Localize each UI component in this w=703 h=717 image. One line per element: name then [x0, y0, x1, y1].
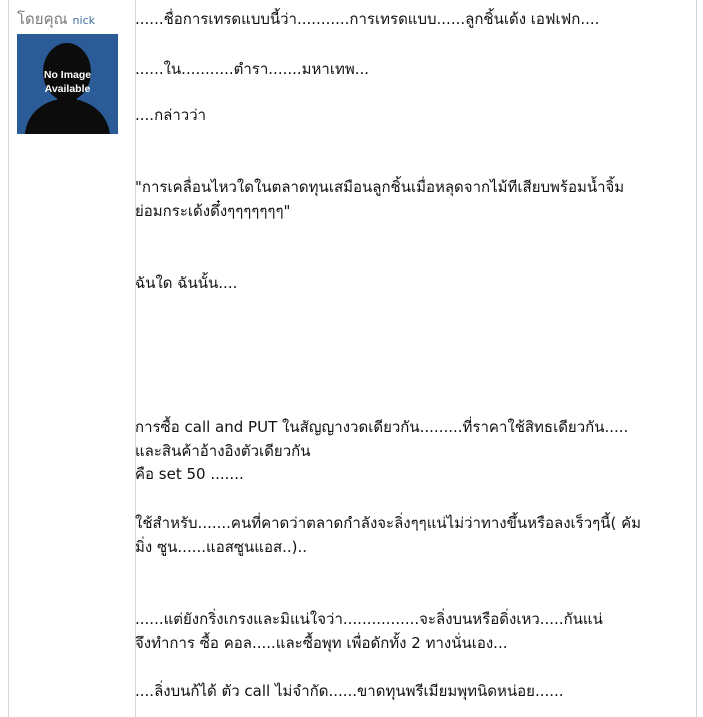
author-prefix: โดยคุณ: [17, 10, 68, 28]
post-paragraph: ....ลิ่งบนก้ได้ ตัว call ไม่จำกัด......ขาดทุนพรีเมียมพุทนิดหน่อย......: [135, 682, 564, 700]
author-column: [9, 0, 136, 717]
post-paragraph: คือ set 50 .......: [135, 465, 244, 483]
avatar-line-2: Available: [44, 83, 91, 95]
post-paragraph: ....กล่าวว่า: [135, 106, 207, 124]
avatar-line-1: No Image: [43, 69, 92, 81]
post-paragraph: การซื้อ call and PUT ในสัญญางวดเดียวกัน.........ที่ราคาใช้สิทธเดียวกัน.....: [135, 418, 629, 436]
post-paragraph: ใช้สำหรับ.......คนที่คาดว่าตลาดกำลังจะลิ่งๆๆแน่ไม่ว่าทางขึ้นหรือลงเร็วๆนี้( คัม: [135, 514, 642, 532]
post-paragraph: "การเคลื่อนไหวใดในตลาดทุนเสมือนลูกชิ้นเมื่อหลุดจากไม้ทีเสียบพร้อมน้ำจิ้ม: [135, 178, 625, 196]
author-name-link[interactable]: nick: [72, 14, 95, 27]
post-paragraph: ......ใน...........ตำรา.......มหาเทพ...: [135, 60, 370, 78]
avatar-placeholder-text: [17, 68, 118, 96]
author-byline: [17, 7, 95, 31]
avatar[interactable]: [17, 34, 118, 134]
post-paragraph: ย่อมกระเด้งดึ๋งๆๆๆๆๆๆๆ": [135, 202, 291, 220]
post-paragraph: จึงทำการ ซื้อ คอล.....และซื้อพุท เพื่อดักทั้ง 2 ทางนั่นเอง...: [135, 634, 508, 652]
post-paragraph: และสินค้าอ้างอิงตัวเดียวกัน: [135, 442, 311, 460]
post-paragraph: ......ชื่อการเทรดแบบนี้ว่า...........การเทรดแบบ......ลูกชิ้นเด้ง เอฟเฟก....: [135, 10, 600, 28]
post-paragraph: ......แต่ยังกริ่งเกรงและมิแน่ใจว่า................จะลิ่งบนหรือดิ่งเหว.....กันแน่: [135, 610, 603, 628]
post-paragraph: ฉันใด ฉันนั้น....: [135, 274, 238, 292]
post-paragraph: มิ่ง ซูน......แอสซูนแอส..)..: [135, 538, 308, 556]
